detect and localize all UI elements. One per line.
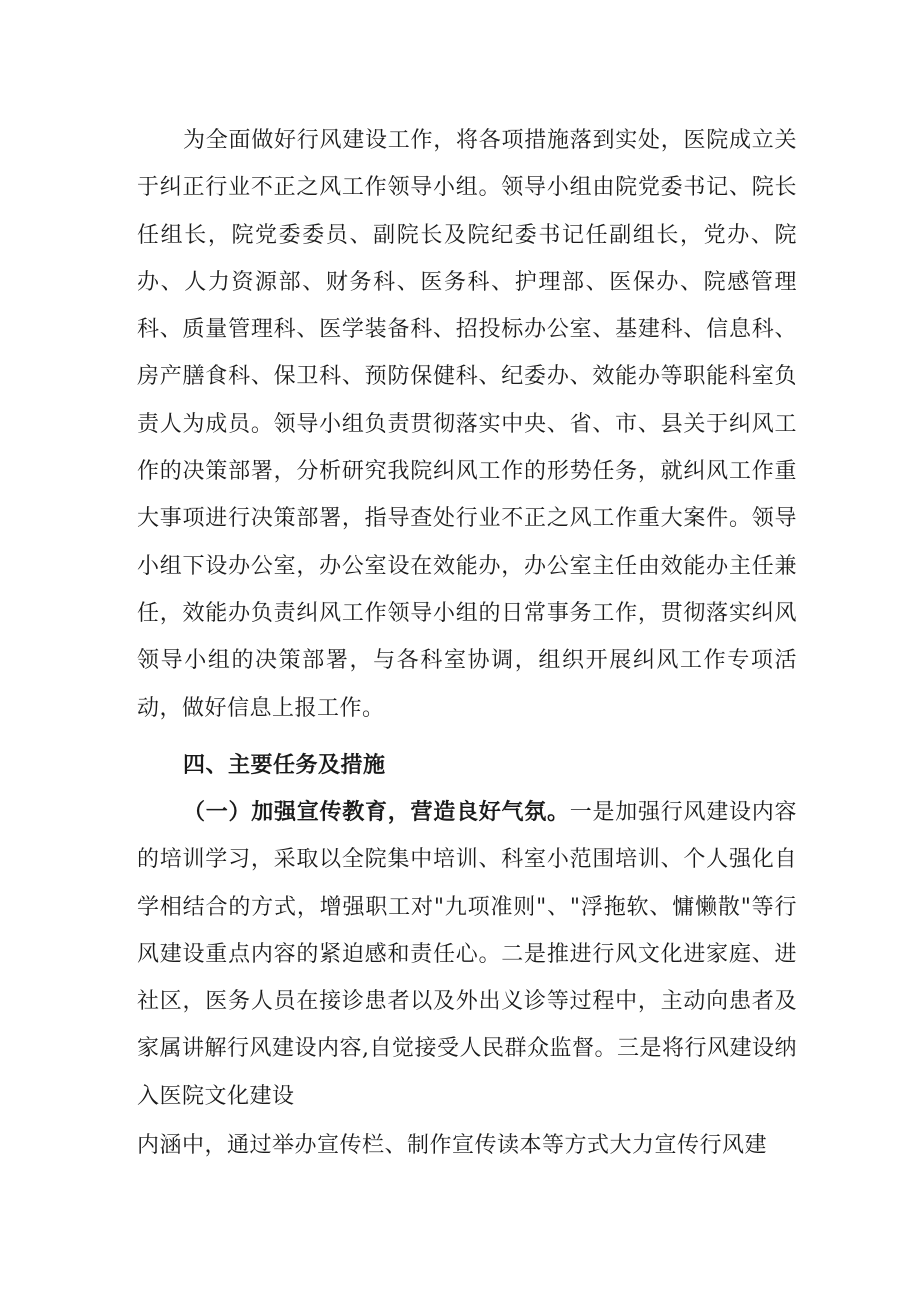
body-paragraph-continuation: 内涵中，通过举办宣传栏、制作宣传读本等方式大力宣传行风建 (137, 1133, 768, 1158)
body-paragraph-leadership-group: 为全面做好行风建设工作，将各项措施落到实处，医院成立关于纠正行业不正之风工作领导小组。领导小组由院党委书记、院长任组长，院党委委员、副院长及院纪委书记任副组长，党办、院办、人力资源部、财务科、医务科、护理部、医保办、院感管理科、质量管理科、医学装备科、招投标办公室、基建科、信息科、房产膳食科、保卫科、预防保健科、纪委办、效能办等职能科室负责人为成员。领导小组负责贯彻落实中央、省、市、县关于纠风工作的决策部署，分析研究我院纠风工作的形势任务，就纠风工作重大事项进行决策部署，指导查处行业不正之风工作重大案件。领导小组下设办公室，办公室设在效能办，办公室主任由效能办主任兼任，效能办负责纠风工作领导小组的日常事务工作，贯彻落实纠风领导小组的决策部署，与各科室协调，组织开展纠风工作专项活动，做好信息上报工作。 (137, 128, 797, 721)
section-heading: 四、主要任务及措施 (183, 752, 386, 778)
body-paragraph-publicity-education (137, 789, 797, 1120)
subsection-lead-title: （一）加强宣传教育，营造良好气氛。 (183, 799, 570, 825)
subsection-body-text: 一是加强行风建设内容的培训学习，采取以全院集中培训、科室小范围培训、个人强化自学相结合的方式，增强职工对"九项准则"、"浮拖软、慵懒散"等行风建设重点内容的紧迫感和责任心。二是推进行风文化进家庭、进社区，医务人员在接诊患者以及外出义诊等过程中，主动向患者及家属讲解行风建设内容,自觉接受人民群众监督。三是将行风建设纳入医院文化建设 (137, 800, 797, 1109)
